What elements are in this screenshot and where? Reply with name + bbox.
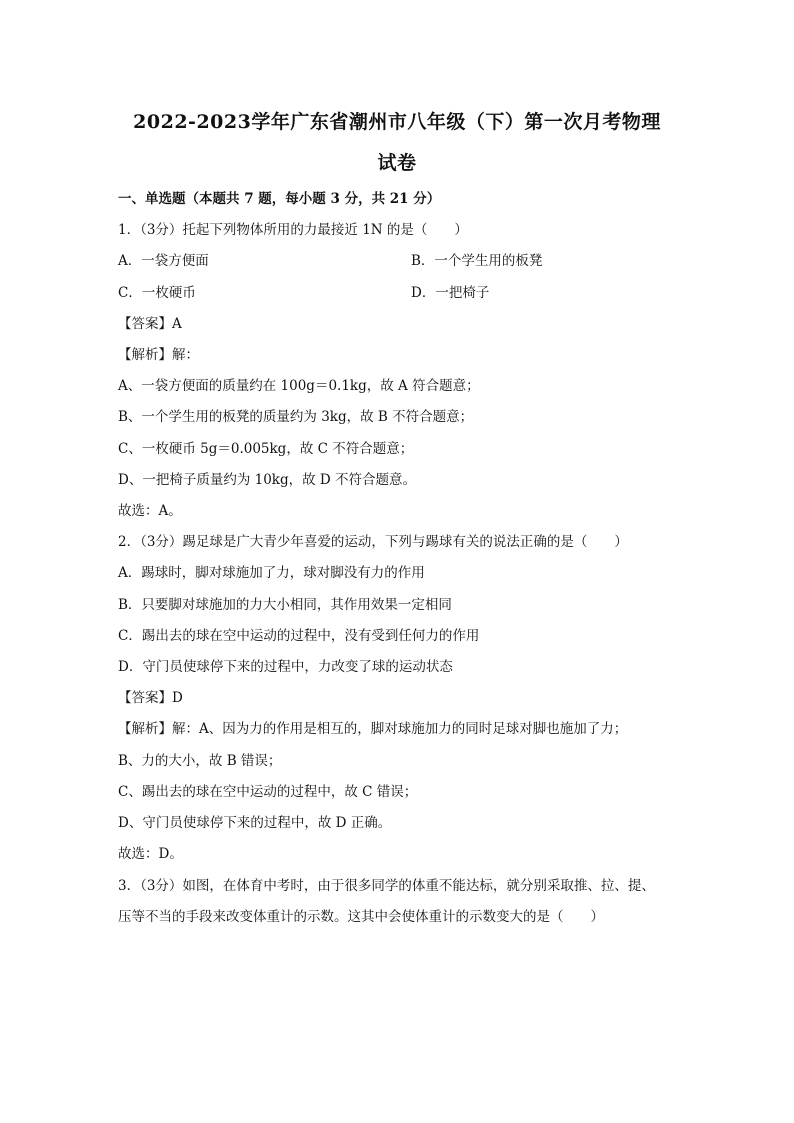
q2-analysis-d: D、守门员使球停下来的过程中，故 D 正确。 <box>118 815 392 831</box>
q3-stem-line1: 3．（3分）如图，在体育中考时，由于很多同学的体重不能达标，就分别采取推、拉、提、 <box>118 878 655 894</box>
q1-analysis-b: B、一个学生用的板凳的质量约为 3kg，故 B 不符合题意； <box>118 409 474 425</box>
doc-title-line1: 2022-2023学年广东省潮州市八年级（下）第一次月考物理 <box>133 111 661 133</box>
q2-analysis-b: B、力的大小，故 B 错误； <box>118 753 282 769</box>
q2-stem: 2．（3分）踢足球是广大青少年喜爱的运动，下列与踢球有关的说法正确的是（ ） <box>118 534 628 550</box>
q1-choice: 故选：A。 <box>118 503 182 519</box>
q1-analysis-d: D、一把椅子质量约为 10kg，故 D 不符合题意。 <box>118 472 417 488</box>
q1-analysis-label: 【解析】解： <box>118 347 199 363</box>
q2-option-a: A．踢球时，脚对球施加了力，球对脚没有力的作用 <box>118 565 425 581</box>
q1-option-c: C．一枚硬币 <box>118 285 196 301</box>
doc-title-line2: 试卷 <box>377 152 417 174</box>
q2-choice: 故选：D。 <box>118 846 183 862</box>
q2-analysis-c: C、踢出去的球在空中运动的过程中，故 C 错误； <box>118 784 418 800</box>
q1-option-b: B．一个学生用的板凳 <box>411 253 543 269</box>
q2-option-b: B．只要脚对球施加的力大小相同，其作用效果一定相同 <box>118 597 452 613</box>
q1-answer: 【答案】A <box>118 316 182 332</box>
q1-option-d: D．一把椅子 <box>411 285 490 301</box>
q1-stem: 1．（3分）托起下列物体所用的力最接近 1N 的是（ ） <box>118 222 468 238</box>
q2-option-d: D．守门员使球停下来的过程中，力改变了球的运动状态 <box>118 659 453 675</box>
q1-option-a: A．一袋方便面 <box>118 253 209 269</box>
q2-answer: 【答案】D <box>118 690 183 706</box>
section-heading: 一、单选题（本题共 7 题，每小题 3 分，共 21 分） <box>118 191 441 207</box>
q1-analysis-a: A、一袋方便面的质量约在 100g＝0.1kg，故 A 符合题意； <box>118 378 480 394</box>
q2-analysis-a: 【解析】解：A、因为力的作用是相互的，脚对球施加力的同时足球对脚也施加了力； <box>118 721 628 737</box>
q1-analysis-c: C、一枚硬币 5g＝0.005kg，故 C 不符合题意； <box>118 441 414 457</box>
q3-stem-line2: 压等不当的手段来改变体重计的示数。这其中会使体重计的示数变大的是（ ） <box>118 909 604 925</box>
q2-option-c: C．踢出去的球在空中运动的过程中，没有受到任何力的作用 <box>118 628 480 644</box>
